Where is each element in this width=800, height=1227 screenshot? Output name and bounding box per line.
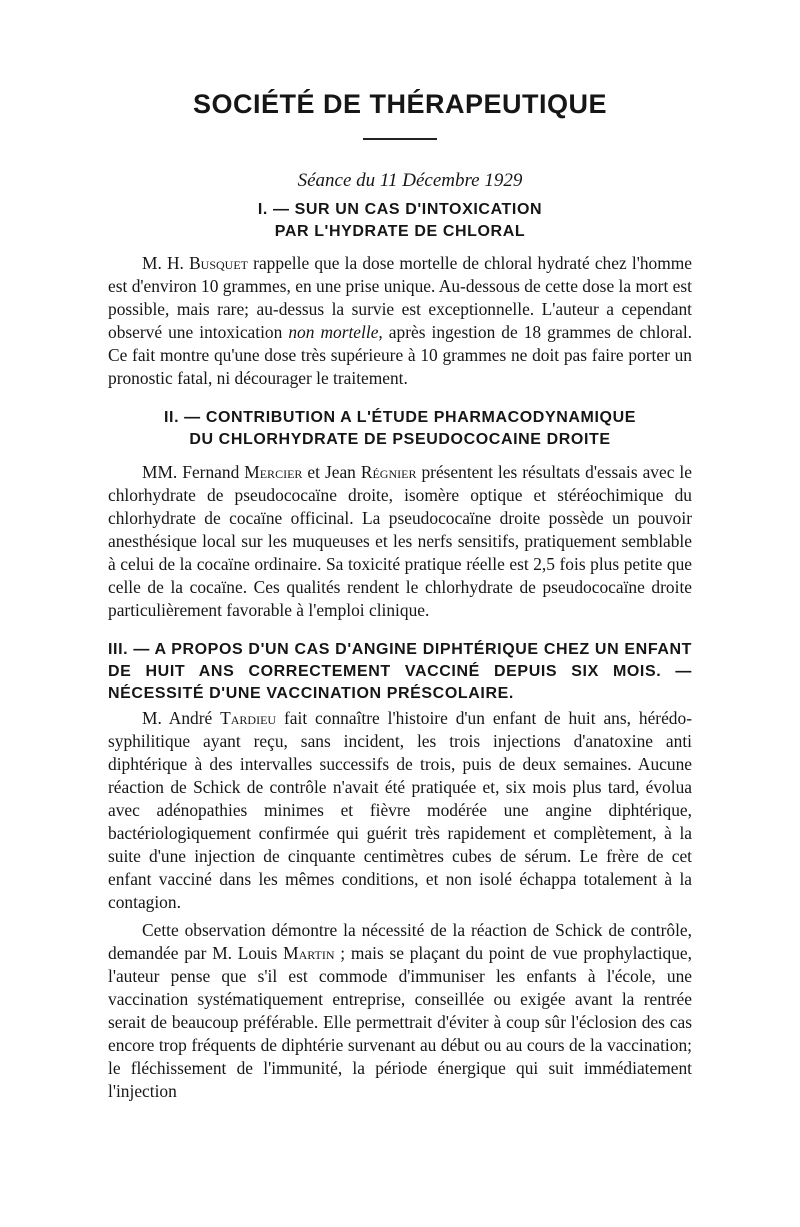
- section-2-author-1: Mercier: [244, 462, 303, 482]
- section-3-cited-author: Martin: [283, 943, 335, 963]
- session-date: Séance du 11 Décembre 1929: [297, 170, 523, 191]
- section-2-mid: et Jean: [302, 462, 361, 482]
- section-1-italic-phrase: non mortelle,: [288, 322, 383, 342]
- page-title: SOCIÉTÉ DE THÉRAPEUTIQUE: [192, 89, 608, 119]
- section-3-text: fait connaître l'histoire d'un enfant de huit ans, hérédo-syphilitique ayant reçu, sans incident, les trois injections d'anatoxine anti diphtérique à des intervalles successifs de trois, puis de deux semaines. Aucune réaction de Schick de contrôle n'avait été pratiquée et, six mois plus tard, évolua avec adénopathies minimes et fièvre modérée une angine diphtérique, bactériologiquement confirmée qui guérit très rapidement et complètement, à la suite d'une injection de cinquante centimètres cubes de sérum. Le frère de cet enfant vacciné dans les mêmes conditions, et non isolé échappa totalement à la contagion.: [108, 708, 692, 912]
- section-3-heading: III. — A PROPOS D'UN CAS D'ANGINE DIPHTÉRIQUE CHEZ UN ENFANT DE HUIT ANS CORRECTEMENT VACCINÉ DEPUIS SIX MOIS. — NÉCESSITÉ D'UNE VACCINATION PRÉSCOLAIRE.: [108, 641, 692, 702]
- section-3-lead: M. André: [142, 708, 221, 728]
- section-3-author: Tardieu: [220, 708, 277, 728]
- section-1-author: Busquet: [189, 253, 248, 273]
- section-1-paragraph: [108, 252, 692, 390]
- section-2-author-2: Régnier: [360, 462, 417, 482]
- section-3-text-a: Cette observation démontre la nécessité de la réaction de Schick de contrôle, demandée par M. Louis: [108, 920, 692, 963]
- section-1-heading-line-2: PAR L'HYDRATE DE CHLORAL: [274, 223, 526, 240]
- section-2-paragraph: [108, 461, 692, 622]
- section-1-text-b: après ingestion de 18 grammes de chloral. Ce fait montre qu'une dose très supérieure à 10 grammes ne doit pas faire porter un pronostic fatal, ni décourager le traitement.: [108, 322, 692, 388]
- section-1-lead: M. H.: [142, 253, 190, 273]
- section-1-heading: [108, 199, 692, 243]
- title-divider: [363, 138, 437, 140]
- section-2-heading-line-2: DU CHLORHYDRATE DE PSEUDOCOCAINE DROITE: [189, 431, 611, 448]
- section-2-lead: MM. Fernand: [142, 462, 245, 482]
- section-3-paragraph-1: [108, 707, 692, 914]
- section-1-text-a: rappelle que la dose mortelle de chloral hydraté chez l'homme est d'environ 10 grammes, en une prise unique. Au-dessous de cette dose la mort est possible, mais rare; au-dessus la survie est exceptionnelle. L'auteur a cependant observé une intoxication: [108, 253, 692, 342]
- section-1-heading-line-1: I. — SUR UN CAS D'INTOXICATION: [257, 201, 543, 218]
- section-3-paragraph-2: [108, 919, 692, 1103]
- section-3-text-b: ; mais se plaçant du point de vue prophylactique, l'auteur pense que s'il est commode d'immuniser les enfants à l'école, une vaccination systématiquement entreprise, conseillée ou exigée avant la rentrée serait de beaucoup préférable. Elle permettrait d'éviter à coup sûr l'éclosion des cas encore trop fréquents de diphtérie survenant au début ou au cours de la vaccination; le fléchissement de l'immunité, la période énergique qui suit immédiatement l'injection: [108, 943, 692, 1101]
- document-page: [108, 88, 692, 1103]
- section-2-heading: [108, 407, 692, 451]
- section-2-heading-line-1: II. — CONTRIBUTION A L'ÉTUDE PHARMACODYNAMIQUE: [164, 409, 636, 426]
- section-2-text: présentent les résultats d'essais avec le chlorhydrate de pseudococaïne droite, isomère optique et stéréochimique du chlorhydrate de cocaïne officinal. La pseudococaïne droite possède un pouvoir anesthésique local sur les muqueuses et les nerfs sensitifs, pratiquement semblable à celui de la cocaïne ordinaire. Sa toxicité pratique réelle est 2,5 fois plus petite que celle de la cocaïne. Ces qualités rendent le chlorhydrate de pseudococaïne droite particulièrement favorable à l'emploi clinique.: [108, 462, 692, 620]
